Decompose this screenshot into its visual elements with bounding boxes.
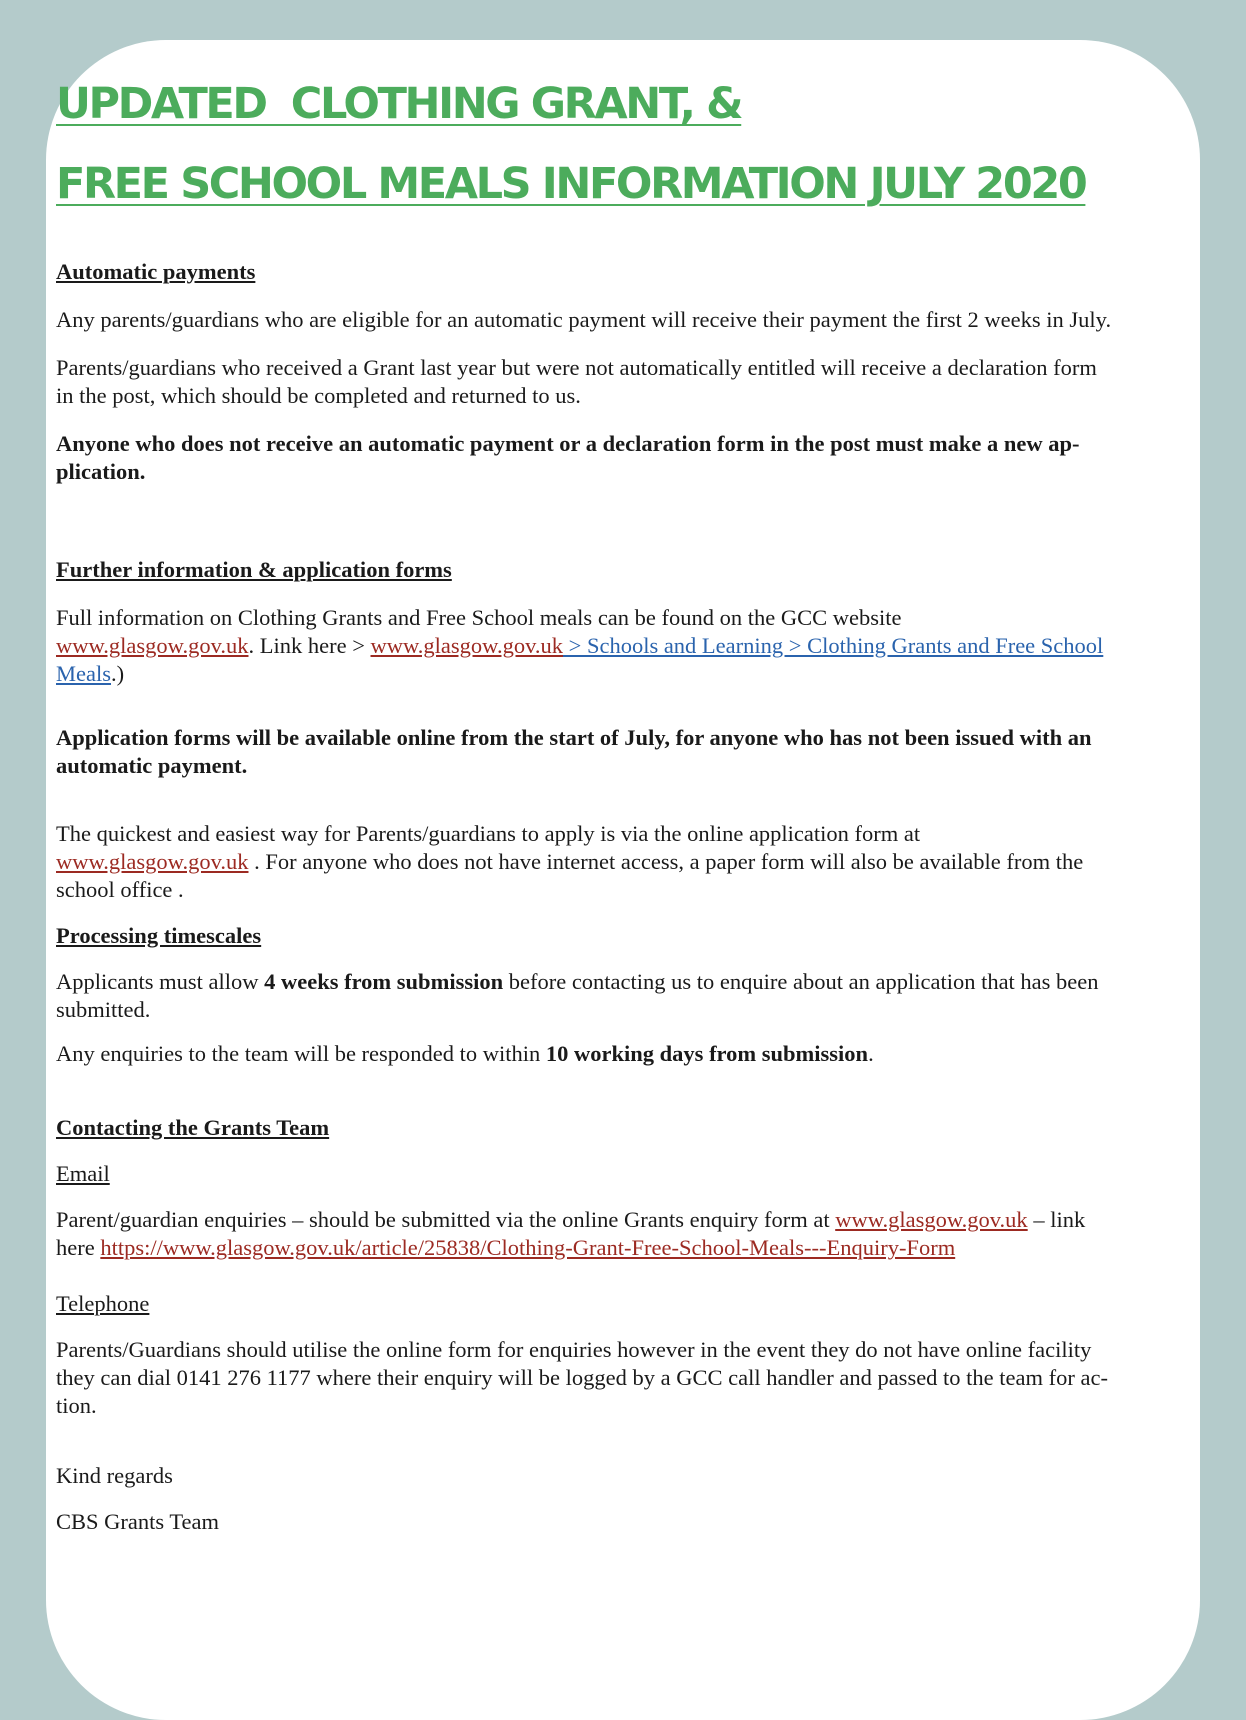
glasgow-link-2[interactable]: www.glasgow.gov.uk: [370, 633, 563, 658]
telephone-line1: Parents/Guardians should utilise the online form for enquiries however in the event they do not have online facility: [56, 1337, 1092, 1362]
title-line-2: FREE SCHOOL MEALS INFORMATION JULY 2020: [56, 159, 1086, 209]
automatic-payments-p3-line1: Anyone who does not receive an automatic payment or a declaration form in the post must make a new ap-: [56, 431, 1080, 456]
telephone-paragraph: [56, 1336, 1108, 1420]
schools-learning-link[interactable]: > Schools and Learning > Clothing Grants and Free School: [563, 633, 1104, 658]
email-label: Email: [56, 1161, 110, 1186]
telephone-line3: tion.: [56, 1393, 97, 1418]
paper-form-text: . For anyone who does not have internet access, a paper form will also be available from the: [248, 849, 1084, 874]
processing-p2-b: 10 working days from submission: [545, 1041, 869, 1066]
link-here-text: . Link here >: [248, 633, 371, 658]
glasgow-link-3[interactable]: www.glasgow.gov.uk: [56, 849, 249, 874]
processing-heading: Processing timescales: [56, 923, 262, 948]
processing-p1: [56, 968, 1099, 1024]
further-info-p1: [56, 604, 1103, 688]
processing-p1-b: 4 weeks from submission: [264, 969, 504, 994]
further-info-heading: Further information & application forms: [56, 557, 452, 582]
automatic-payments-p2: [56, 354, 1097, 410]
automatic-payments-p3: [56, 430, 1080, 486]
enquiry-form-link[interactable]: https://www.glasgow.gov.uk/article/25838/Clothing-Grant-Free-School-Meals---Enquiry-Form: [100, 1235, 956, 1260]
further-info-p3-line3: school office .: [56, 877, 184, 902]
glasgow-link-1[interactable]: www.glasgow.gov.uk: [56, 633, 249, 658]
email-line1: [56, 1206, 1085, 1234]
processing-p2-c: .: [868, 1041, 874, 1066]
email-text-c: here: [56, 1235, 101, 1260]
meals-link[interactable]: Meals: [56, 661, 111, 686]
automatic-payments-p2-line1: Parents/guardians who received a Grant last year but were not automatically entitled will receive a declaration form: [56, 355, 1097, 380]
processing-p2: [56, 1040, 874, 1068]
automatic-payments-p2-line2: in the post, which should be completed and returned to us.: [56, 383, 581, 408]
contact-heading: Contacting the Grants Team: [56, 1115, 330, 1140]
telephone-label: Telephone: [56, 1291, 150, 1316]
processing-p1-line2: submitted.: [56, 997, 151, 1022]
further-info-p3-line2: [56, 848, 1083, 876]
telephone-line2: they can dial 0141 276 1177 where their enquiry will be logged by a GCC call handler and passed to the team for ac-: [56, 1365, 1108, 1390]
automatic-payments-p1: Any parents/guardians who are eligible for an automatic payment will receive their payment the first 2 weeks in July.: [56, 307, 1112, 332]
email-line2: [56, 1234, 1085, 1262]
processing-p2-a: Any enquiries to the team will be responded to within: [56, 1041, 546, 1066]
email-text-b: – link: [1027, 1207, 1086, 1232]
email-text-a: Parent/guardian enquiries – should be submitted via the online Grants enquiry form at: [56, 1207, 836, 1232]
document-content: [56, 64, 1206, 1534]
further-info-p1-line3: [56, 660, 1103, 688]
further-info-p2: [56, 724, 1092, 780]
glasgow-link-4[interactable]: www.glasgow.gov.uk: [835, 1207, 1028, 1232]
title-line-1: UPDATED CLOTHING GRANT, &: [56, 79, 742, 129]
automatic-payments-p3-line2: plication.: [56, 459, 146, 484]
processing-p1-c: before contacting us to enquire about an application that has been: [503, 969, 1099, 994]
processing-p1-line1: [56, 968, 1099, 996]
further-info-p3: [56, 820, 1083, 904]
processing-p1-a: Applicants must allow: [56, 969, 265, 994]
email-paragraph: [56, 1206, 1085, 1262]
further-info-p1-line2: [56, 632, 1103, 660]
kind-regards: Kind regards: [56, 1463, 173, 1488]
automatic-payments-heading: Automatic payments: [56, 259, 256, 284]
team-signature: CBS Grants Team: [56, 1509, 220, 1534]
further-info-p1-line1: Full information on Clothing Grants and Free School meals can be found on the GCC website: [56, 605, 902, 630]
further-info-p2-line1: Application forms will be available online from the start of July, for anyone who has not been issued with an: [56, 725, 1092, 750]
link-end-text: .): [111, 661, 125, 686]
further-info-p2-line2: automatic payment.: [56, 753, 248, 778]
further-info-p3-line1: The quickest and easiest way for Parents/guardians to apply is via the online application form at: [56, 821, 921, 846]
